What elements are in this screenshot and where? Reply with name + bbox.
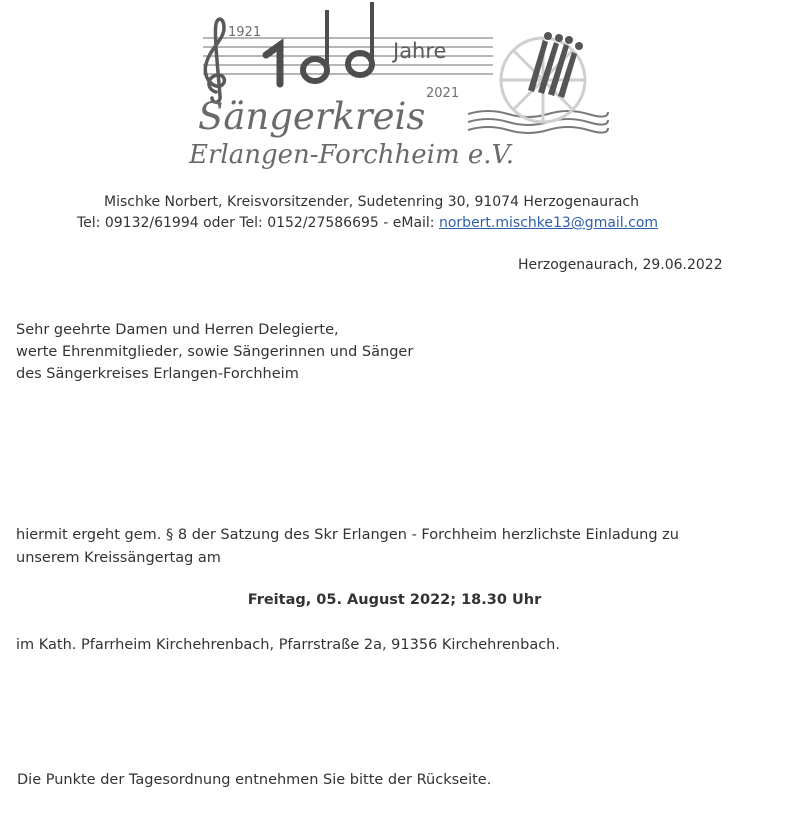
logo — [188, 0, 618, 175]
salutation-line: des Sängerkreises Erlangen-Forchheim — [16, 366, 299, 382]
logo-year-start: 1921 — [228, 25, 262, 40]
salutation — [16, 319, 413, 385]
sender-contact — [77, 215, 658, 231]
event-datetime: Freitag, 05. August 2022; 18.30 Uhr — [247, 592, 542, 608]
salutation-line: werte Ehrenmitglieder, sowie Sängerinnen und Sänger — [16, 344, 414, 360]
logo-jahre: Jahre — [393, 39, 447, 63]
logo-name: Sängerkreis — [198, 95, 426, 138]
email-link[interactable]: norbert.mischke13@gmail.com — [438, 215, 659, 231]
note-head-icon — [303, 59, 327, 81]
closing-line: Die Punkte der Tagesordnung entnehmen Sie bitte der Rückseite. — [17, 772, 492, 788]
logo-year-end: 2021 — [426, 86, 460, 101]
venue-line: im Kath. Pfarrheim Kirchehrenbach, Pfarrstraße 2a, 91356 Kirchehrenbach. — [16, 637, 560, 653]
logo-subname: Erlangen-Forchheim e.V. — [189, 140, 515, 170]
invitation-paragraph — [16, 524, 679, 570]
paragraph-line: unserem Kreissängertag am — [16, 550, 221, 566]
sender-address: Mischke Norbert, Kreisvorsitzender, Sudetenring 30, 91074 Herzogenaurach — [104, 194, 639, 210]
paragraph-line: hiermit ergeht gem. § 8 der Satzung des Skr Erlangen - Forchheim herzlichste Einladung zu — [16, 527, 679, 543]
date-line: Herzogenaurach, 29.06.2022 — [518, 257, 723, 273]
treble-clef-icon — [205, 19, 224, 102]
salutation-line: Sehr geehrte Damen und Herren Delegierte, — [16, 322, 339, 338]
contact-phones: Tel: 09132/61994 oder Tel: 0152/27586695 - eMail: — [77, 215, 439, 231]
